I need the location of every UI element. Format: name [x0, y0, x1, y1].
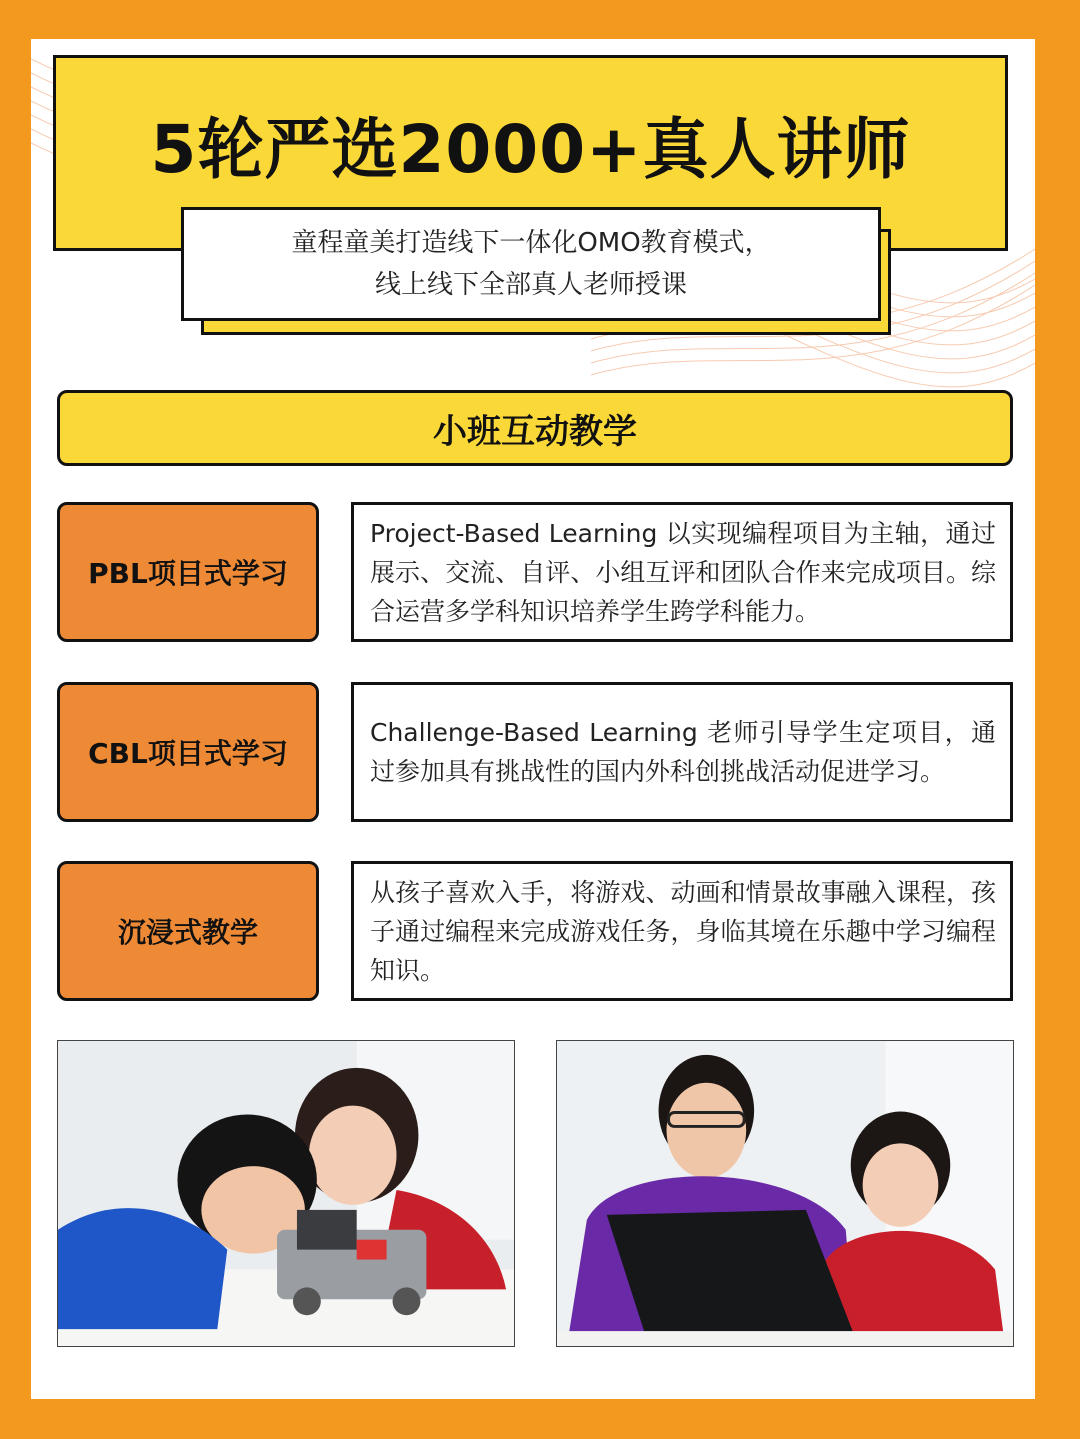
- photo-teacher-and-student-laptop: [556, 1040, 1014, 1347]
- subtitle-line-1: 童程童美打造线下一体化OMO教育模式，: [291, 228, 771, 258]
- row-label-immersive: 沉浸式教学: [57, 861, 319, 1001]
- row-description-immersive: [351, 861, 1013, 1001]
- section-header: 小班互动教学: [57, 390, 1013, 466]
- row-description-text: 从孩子喜欢入手，将游戏、动画和情景故事融入课程，孩子通过编程来完成游戏任务，身临其境在乐趣中学习编程知识。: [370, 877, 996, 985]
- photo-kids-building-robot: [57, 1040, 515, 1347]
- row-description-cbl: [351, 682, 1013, 822]
- page-title: 5轮严选2000+真人讲师: [150, 111, 911, 188]
- row-description-pbl: [351, 502, 1013, 642]
- page-card: [31, 39, 1035, 1399]
- row-description-text: Project-Based Learning 以实现编程项目为主轴，通过展示、交流、自评、小组互评和团队合作来完成项目。综合运营多学科知识培养学生跨学科能力。: [370, 518, 996, 626]
- subtitle-box: [181, 207, 881, 321]
- subtitle-line-2: 线上线下全部真人老师授课: [374, 270, 687, 300]
- row-label-pbl: PBL项目式学习: [57, 502, 319, 642]
- row-description-text: Challenge-Based Learning 老师引导学生定项目，通过参加具有挑战性的国内外科创挑战活动促进学习。: [370, 718, 996, 786]
- row-label-cbl: CBL项目式学习: [57, 682, 319, 822]
